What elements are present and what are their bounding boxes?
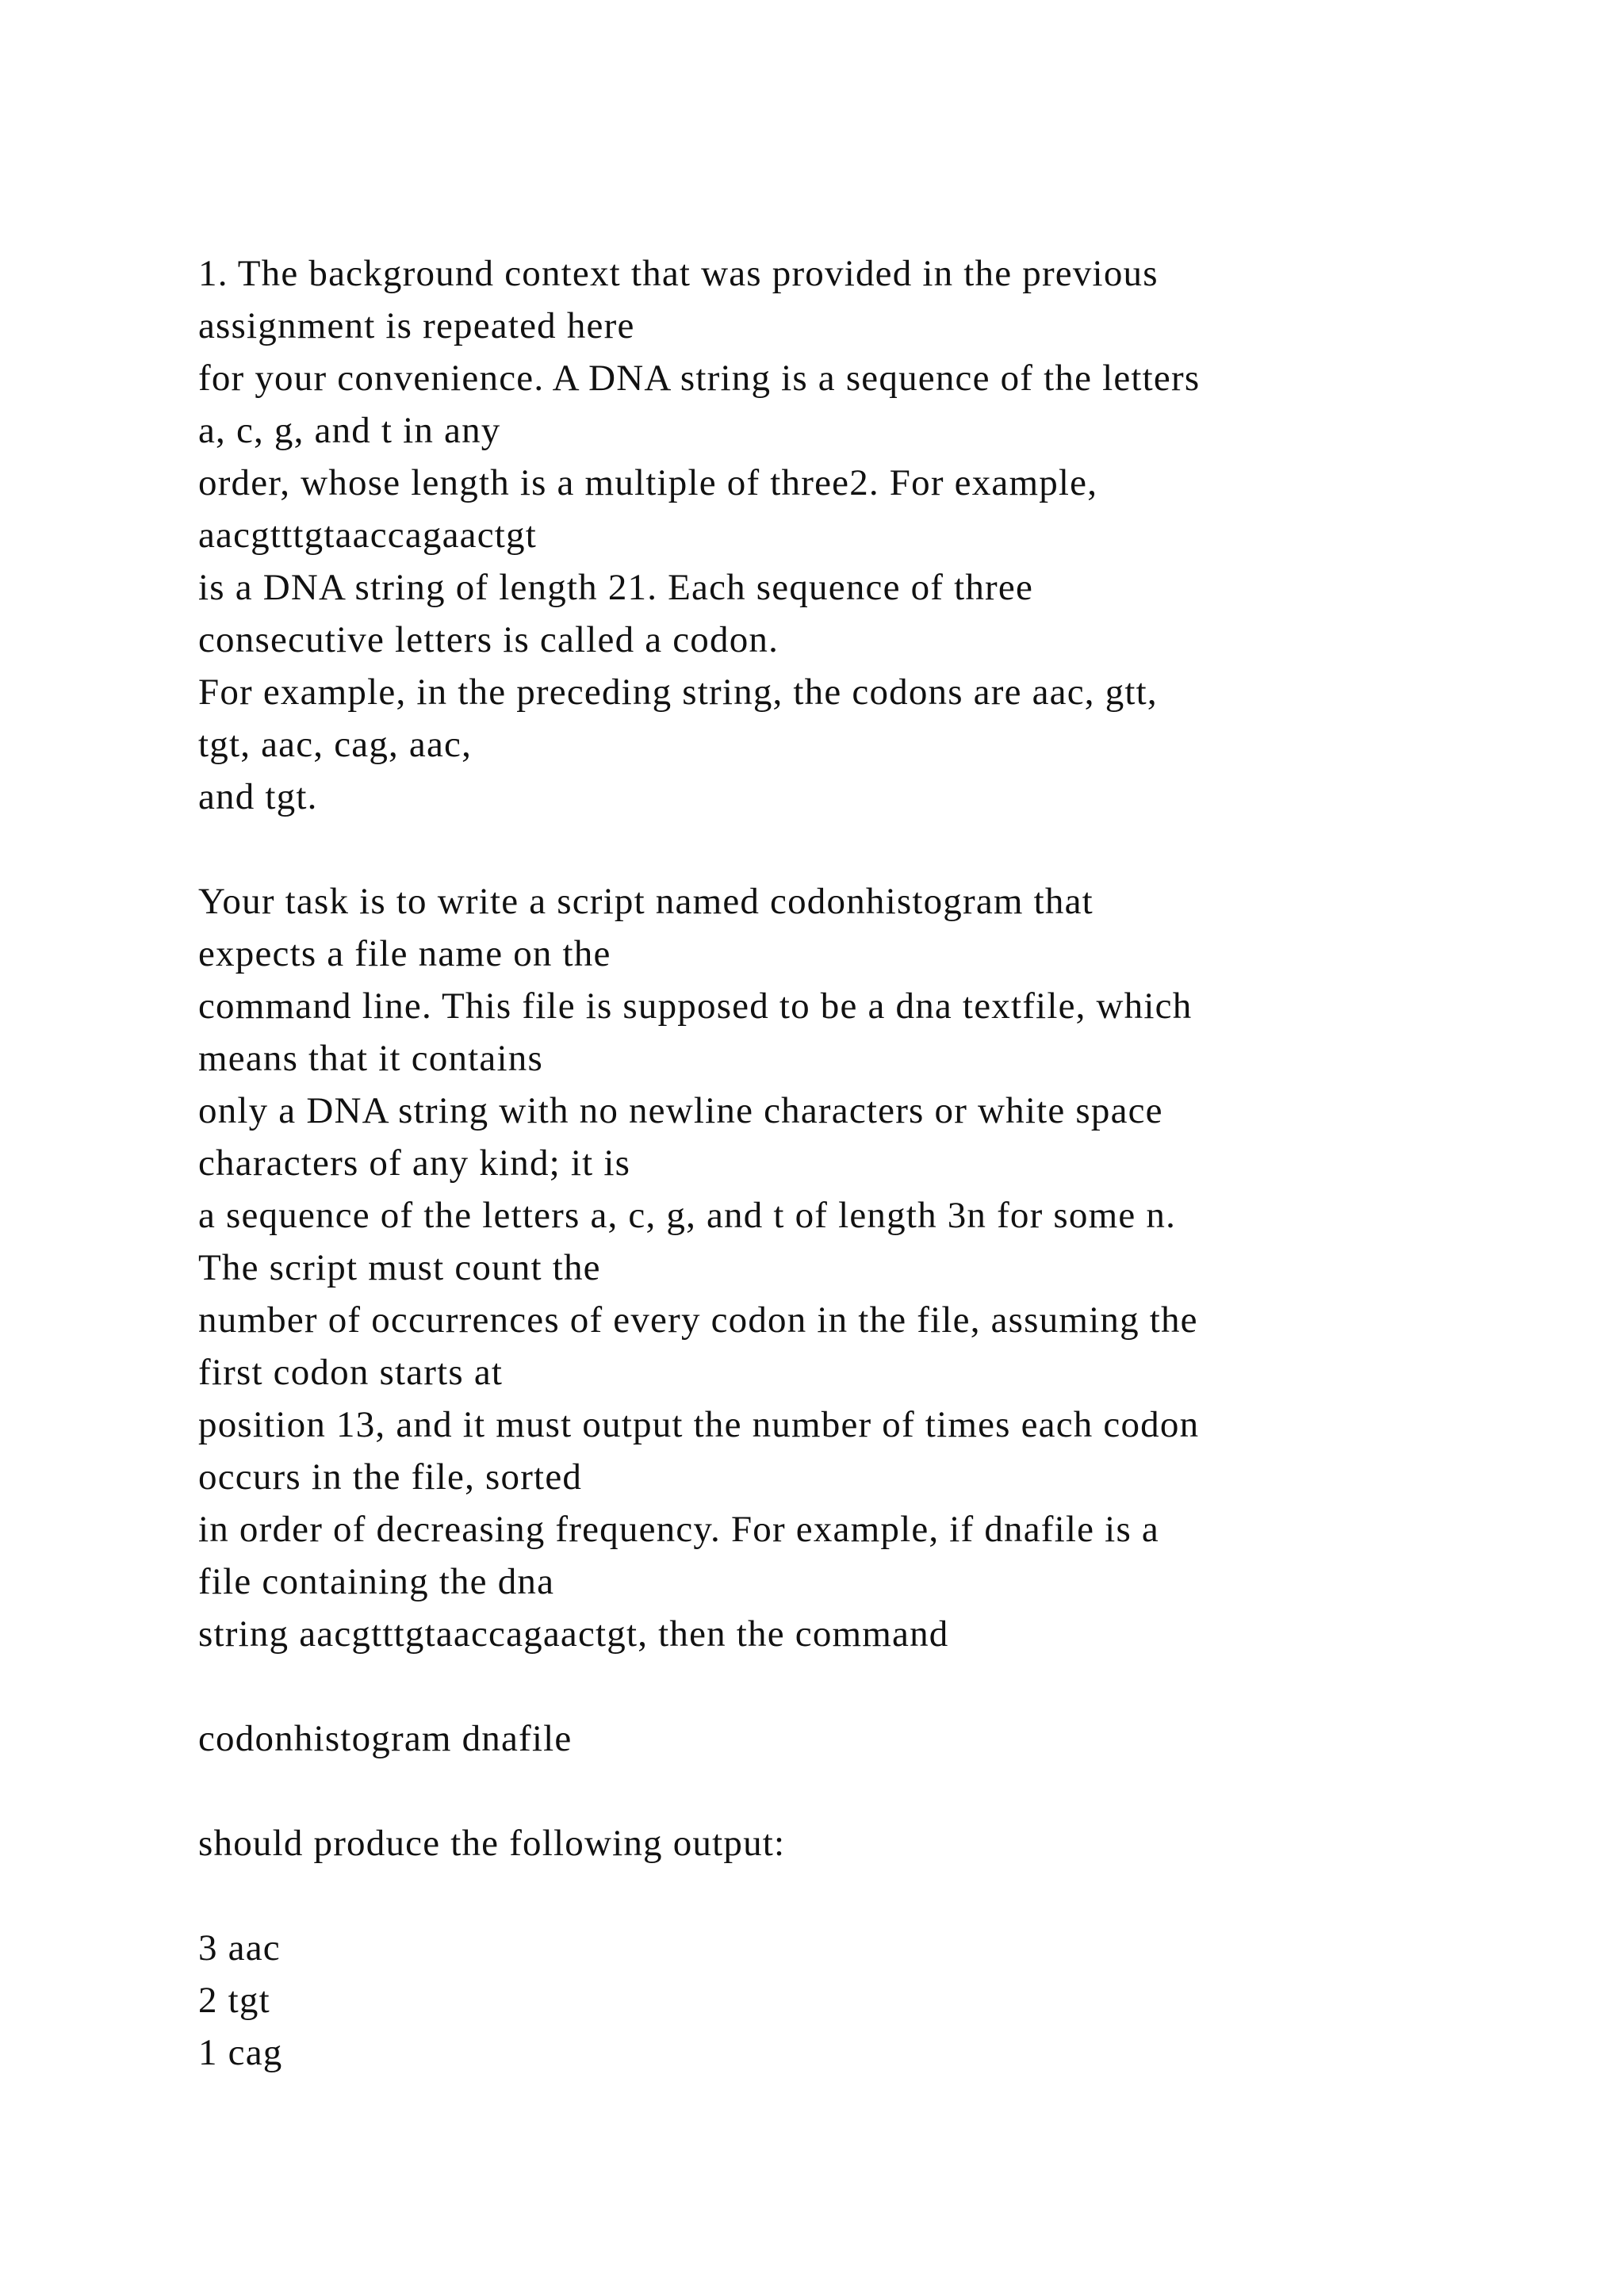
text-line: means that it contains — [198, 1038, 543, 1079]
text-line: number of occurrences of every codon in the file, assuming the — [198, 1299, 1198, 1341]
text-line: for your convenience. A DNA string is a sequence of the letters — [198, 358, 1201, 399]
text-line: consecutive letters is called a codon. — [198, 619, 779, 660]
blank-line — [198, 1765, 1546, 1817]
text-line: tgt, aac, cag, aac, — [198, 724, 473, 765]
text-line: assignment is repeated here — [198, 305, 635, 346]
document-body — [198, 247, 1546, 2079]
text-line: The script must count the — [198, 1247, 601, 1288]
text-line: For example, in the preceding string, the codons are aac, gtt, — [198, 672, 1158, 713]
text-line: command line. This file is supposed to be a dna textfile, which — [198, 985, 1193, 1027]
output-line: 3 aac — [198, 1927, 281, 1969]
text-line: aacgtttgtaaccagaactgt — [198, 515, 538, 556]
text-line: a, c, g, and t in any — [198, 410, 501, 451]
text-line: and tgt. — [198, 776, 318, 817]
output-line: 1 cag — [198, 2032, 283, 2073]
text-line: occurs in the file, sorted — [198, 1456, 583, 1498]
blank-line — [198, 1660, 1546, 1712]
text-line: should produce the following output: — [198, 1823, 786, 1864]
output-line: 2 tgt — [198, 1980, 270, 2021]
blank-line — [198, 1869, 1546, 1922]
text-line: 1. The background context that was provided in the previous — [198, 253, 1159, 294]
text-line: only a DNA string with no newline characters or white space — [198, 1090, 1163, 1131]
text-line: position 13, and it must output the number of times each codon — [198, 1404, 1200, 1445]
text-line: is a DNA string of length 21. Each sequence of three — [198, 567, 1034, 608]
text-line: in order of decreasing frequency. For example, if dnafile is a — [198, 1509, 1159, 1550]
command-line-text: codonhistogram dnafile — [198, 1718, 573, 1759]
text-line: first codon starts at — [198, 1352, 504, 1393]
text-line: file containing the dna — [198, 1561, 555, 1602]
text-line: string aacgtttgtaaccagaactgt, then the command — [198, 1613, 949, 1655]
blank-line — [198, 823, 1546, 875]
text-line: expects a file name on the — [198, 933, 611, 974]
text-line: a sequence of the letters a, c, g, and t of length 3n for some n. — [198, 1195, 1177, 1236]
text-line: characters of any kind; it is — [198, 1142, 631, 1184]
text-line: order, whose length is a multiple of three2. For example, — [198, 462, 1098, 503]
text-line: Your task is to write a script named codonhistogram that — [198, 881, 1094, 922]
